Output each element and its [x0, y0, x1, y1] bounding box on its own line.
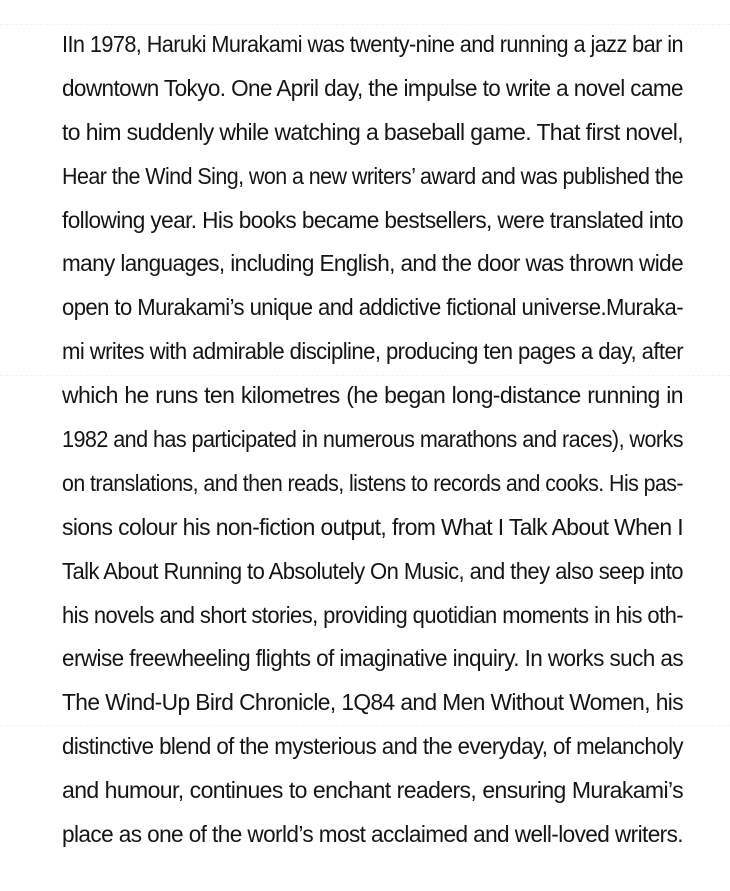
watermark-divider	[0, 24, 730, 25]
text-line-content: following year. His books became bestsellers, were translated into	[62, 206, 683, 233]
text-line	[62, 333, 683, 377]
text-line	[62, 465, 683, 509]
text-line	[62, 640, 683, 684]
text-line	[62, 684, 683, 728]
text-line-content: The Wind-Up Bird Chronicle, 1Q84 and Men Without Women, his	[62, 689, 683, 716]
text-line	[62, 816, 683, 860]
text-line-content: erwise freewheeling flights of imaginative inquiry. In works such as	[62, 645, 683, 672]
text-line	[62, 289, 683, 333]
text-line	[62, 421, 683, 465]
text-line	[62, 728, 683, 772]
text-line-content: his novels and short stories, providing quotidian moments in his oth-	[62, 601, 683, 628]
text-line	[62, 26, 683, 70]
text-line-content: to him suddenly while watching a baseball game. That first novel,	[62, 118, 683, 145]
text-line	[62, 202, 683, 246]
text-line-content: Hear the Wind Sing, won a new writers’ award and was published the	[62, 162, 683, 189]
text-line	[62, 70, 683, 114]
text-line-content: on translations, and then reads, listens to records and cooks. His pas-	[62, 469, 683, 496]
text-line-content: IIn 1978, Haruki Murakami was twenty-nine and running a jazz bar in	[62, 31, 683, 57]
text-line	[62, 377, 683, 421]
text-line	[62, 597, 683, 641]
text-line	[62, 245, 683, 289]
text-line-content: mi writes with admirable discipline, producing ten pages a day, after	[62, 338, 683, 365]
body-paragraph	[62, 26, 683, 860]
text-line	[62, 772, 683, 816]
text-line-content: Talk About Running to Absolutely On Music, and they also seep into	[62, 557, 683, 584]
text-line-content: and humour, continues to enchant readers, ensuring Murakami’s	[62, 777, 683, 804]
text-line-content: 1982 and has participated in numerous marathons and races), works	[62, 426, 683, 453]
text-line-content: which he runs ten kilometres (he began long-distance running in	[62, 382, 683, 409]
text-line-content: sions colour his non-fiction output, from What I Talk About When I	[62, 513, 683, 540]
text-line-content: open to Murakami’s unique and addictive fictional universe.Muraka-	[62, 294, 683, 321]
text-line	[62, 114, 683, 158]
text-line-content: distinctive blend of the mysterious and the everyday, of melancholy	[62, 733, 683, 760]
text-line	[62, 158, 683, 202]
text-line-content: place as one of the world’s most acclaimed and well-loved writers.	[62, 821, 683, 848]
text-line-content: many languages, including English, and the door was thrown wide	[62, 250, 683, 277]
text-line-content: downtown Tokyo. One April day, the impulse to write a novel came	[62, 74, 683, 101]
text-line	[62, 553, 683, 597]
text-line	[62, 509, 683, 553]
